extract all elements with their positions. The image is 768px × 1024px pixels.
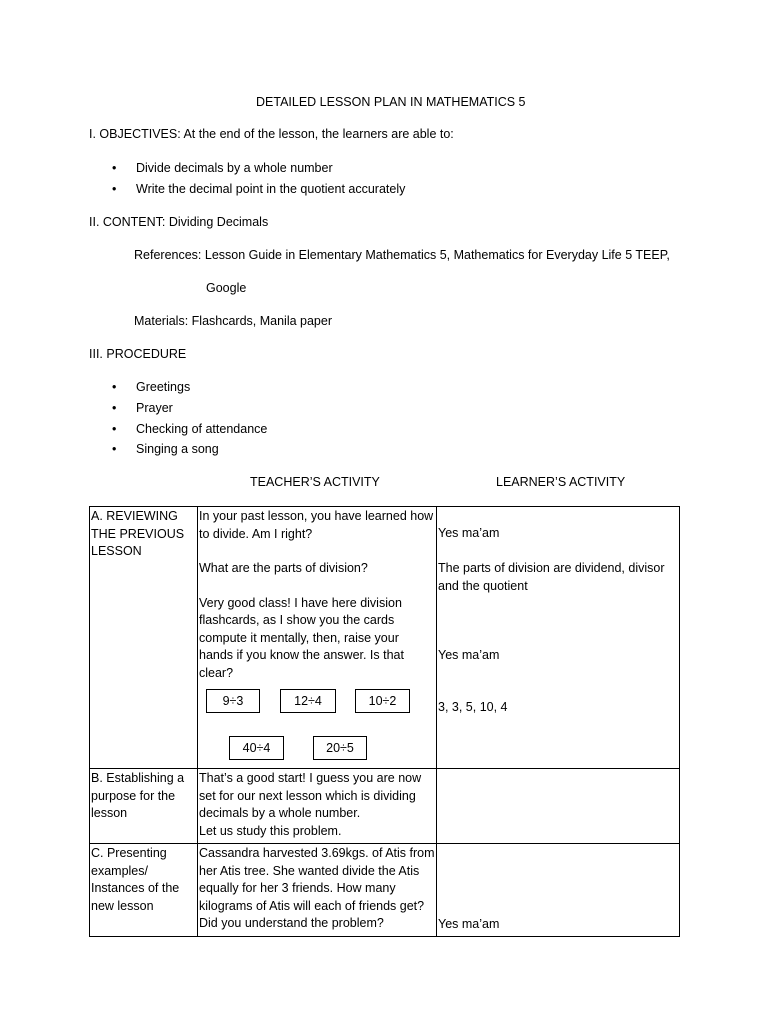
learner-cell: [437, 507, 680, 769]
table-row: [90, 507, 680, 769]
teacher-text: Did you understand the problem?: [199, 916, 384, 930]
procedure-item: • Singing a song: [136, 441, 219, 459]
lesson-table: [89, 506, 680, 937]
learner-text: 3, 3, 5, 10, 4: [438, 700, 508, 714]
teacher-activity-header: TEACHER’S ACTIVITY: [250, 475, 380, 489]
learner-text: Yes ma’am: [438, 648, 500, 662]
learner-text: Yes ma’am: [438, 917, 500, 931]
flashcard: 40÷4: [229, 736, 284, 760]
teacher-cell: [198, 844, 437, 937]
learner-text: The parts of division are dividend, divisor and the quotient: [438, 561, 665, 593]
teacher-text: Very good class! I have here division flashcards, as I show you the cards compute it mentally, then, raise your hands if you know the answer. Is that clear?: [199, 595, 404, 680]
teacher-cell: [198, 769, 437, 844]
learner-cell: [437, 769, 680, 844]
teacher-text: What are the parts of division?: [199, 561, 368, 575]
stage-cell: [90, 769, 198, 844]
learner-cell: [437, 844, 680, 937]
learner-text: Yes ma’am: [438, 526, 500, 540]
references-line: References: Lesson Guide in Elementary Mathematics 5, Mathematics for Everyday Life 5 TEEP,: [134, 248, 670, 262]
table-row: [90, 769, 680, 844]
references-continuation: Google: [206, 281, 247, 295]
teacher-text: Let us study this problem.: [199, 823, 342, 838]
stage-label: C. Presenting examples/ Instances of the new lesson: [91, 846, 180, 913]
procedure-item: • Checking of attendance: [136, 421, 267, 439]
objectives-heading: I. OBJECTIVES: At the end of the lesson, the learners are able to:: [89, 127, 454, 141]
objective-item: • Divide decimals by a whole number: [136, 160, 333, 178]
page-title: DETAILED LESSON PLAN IN MATHEMATICS 5: [256, 95, 526, 109]
stage-cell: [90, 507, 198, 769]
flashcard: 20÷5: [313, 736, 367, 760]
stage-label: A. REVIEWING THE PREVIOUS LESSON: [91, 509, 185, 558]
teacher-cell: [198, 507, 437, 769]
procedure-item: • Prayer: [136, 400, 173, 418]
table-row: [90, 844, 680, 937]
materials-line: Materials: Flashcards, Manila paper: [134, 314, 332, 328]
flashcard: 10÷2: [355, 689, 410, 713]
flashcard: 12÷4: [280, 689, 336, 713]
stage-cell: [90, 844, 198, 937]
procedure-heading: III. PROCEDURE: [89, 347, 187, 361]
objective-item: • Write the decimal point in the quotient accurately: [136, 181, 405, 199]
stage-label: B. Establishing a purpose for the lesson: [91, 771, 185, 820]
learner-activity-header: LEARNER’S ACTIVITY: [496, 475, 626, 489]
teacher-text: Cassandra harvested 3.69kgs. of Atis from her Atis tree. She wanted divide the Atis equally for her 3 friends. How many kilograms of Atis will each of friends get?: [199, 846, 435, 913]
procedure-item: • Greetings: [136, 379, 190, 397]
teacher-text: That’s a good start! I guess you are now set for our next lesson which is dividing decimals by a whole number.: [199, 771, 422, 820]
content-heading: II. CONTENT: Dividing Decimals: [89, 215, 269, 229]
flashcard: 9÷3: [206, 689, 260, 713]
teacher-text: In your past lesson, you have learned how to divide. Am I right?: [199, 509, 434, 541]
